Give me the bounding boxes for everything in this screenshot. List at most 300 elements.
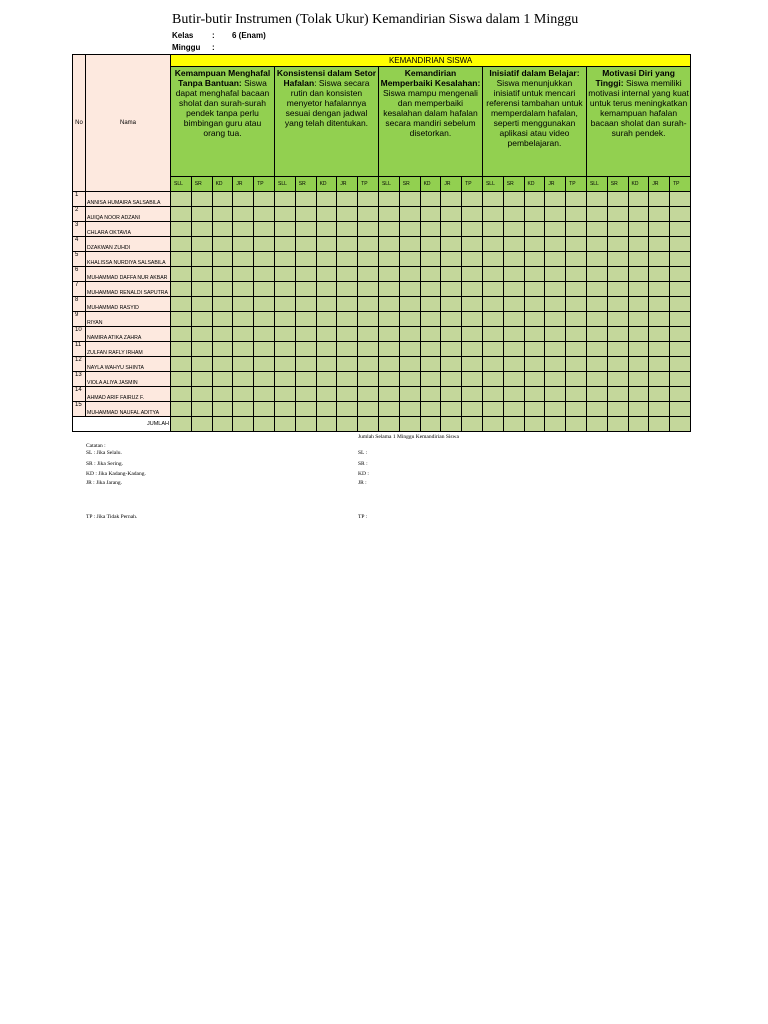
score-cell[interactable] xyxy=(399,312,420,327)
score-cell[interactable] xyxy=(462,222,483,237)
score-cell[interactable] xyxy=(420,297,441,312)
score-cell[interactable] xyxy=(295,192,316,207)
score-cell[interactable] xyxy=(566,357,587,372)
score-cell[interactable] xyxy=(649,312,670,327)
score-cell[interactable] xyxy=(191,222,212,237)
score-cell[interactable] xyxy=(378,207,399,222)
score-cell[interactable] xyxy=(482,207,503,222)
score-cell[interactable] xyxy=(503,222,524,237)
score-cell[interactable] xyxy=(316,192,337,207)
score-cell[interactable] xyxy=(420,357,441,372)
score-cell[interactable] xyxy=(462,372,483,387)
score-cell[interactable] xyxy=(462,252,483,267)
score-cell[interactable] xyxy=(316,327,337,342)
score-cell[interactable] xyxy=(399,342,420,357)
score-cell[interactable] xyxy=(171,327,192,342)
score-cell[interactable] xyxy=(586,312,607,327)
score-cell[interactable] xyxy=(649,192,670,207)
score-cell[interactable] xyxy=(337,312,358,327)
score-cell[interactable] xyxy=(233,387,254,402)
score-cell[interactable] xyxy=(316,222,337,237)
score-cell[interactable] xyxy=(586,267,607,282)
score-cell[interactable] xyxy=(482,267,503,282)
score-cell[interactable] xyxy=(503,387,524,402)
score-cell[interactable] xyxy=(586,402,607,417)
score-cell[interactable] xyxy=(254,387,275,402)
score-cell[interactable] xyxy=(378,312,399,327)
score-cell[interactable] xyxy=(420,192,441,207)
score-cell[interactable] xyxy=(462,207,483,222)
score-cell[interactable] xyxy=(212,282,233,297)
score-cell[interactable] xyxy=(586,192,607,207)
score-cell[interactable] xyxy=(420,387,441,402)
score-cell[interactable] xyxy=(441,387,462,402)
score-cell[interactable] xyxy=(378,297,399,312)
score-cell[interactable] xyxy=(233,207,254,222)
score-cell[interactable] xyxy=(524,282,545,297)
score-cell[interactable] xyxy=(482,327,503,342)
score-cell[interactable] xyxy=(191,237,212,252)
score-cell[interactable] xyxy=(316,342,337,357)
score-cell[interactable] xyxy=(503,192,524,207)
jumlah-cell[interactable] xyxy=(274,417,295,432)
score-cell[interactable] xyxy=(482,357,503,372)
score-cell[interactable] xyxy=(607,312,628,327)
score-cell[interactable] xyxy=(191,372,212,387)
score-cell[interactable] xyxy=(191,252,212,267)
score-cell[interactable] xyxy=(254,207,275,222)
score-cell[interactable] xyxy=(441,402,462,417)
score-cell[interactable] xyxy=(503,252,524,267)
score-cell[interactable] xyxy=(233,372,254,387)
jumlah-cell[interactable] xyxy=(462,417,483,432)
score-cell[interactable] xyxy=(212,222,233,237)
score-cell[interactable] xyxy=(420,267,441,282)
score-cell[interactable] xyxy=(482,237,503,252)
score-cell[interactable] xyxy=(233,267,254,282)
score-cell[interactable] xyxy=(670,372,691,387)
score-cell[interactable] xyxy=(233,312,254,327)
score-cell[interactable] xyxy=(337,207,358,222)
score-cell[interactable] xyxy=(274,312,295,327)
score-cell[interactable] xyxy=(566,387,587,402)
score-cell[interactable] xyxy=(420,372,441,387)
jumlah-cell[interactable] xyxy=(586,417,607,432)
jumlah-cell[interactable] xyxy=(191,417,212,432)
score-cell[interactable] xyxy=(462,357,483,372)
score-cell[interactable] xyxy=(337,267,358,282)
score-cell[interactable] xyxy=(358,192,379,207)
jumlah-cell[interactable] xyxy=(399,417,420,432)
score-cell[interactable] xyxy=(649,222,670,237)
score-cell[interactable] xyxy=(358,297,379,312)
score-cell[interactable] xyxy=(295,327,316,342)
score-cell[interactable] xyxy=(524,342,545,357)
jumlah-cell[interactable] xyxy=(233,417,254,432)
score-cell[interactable] xyxy=(628,402,649,417)
score-cell[interactable] xyxy=(337,372,358,387)
score-cell[interactable] xyxy=(503,402,524,417)
score-cell[interactable] xyxy=(441,267,462,282)
score-cell[interactable] xyxy=(462,267,483,282)
score-cell[interactable] xyxy=(670,222,691,237)
score-cell[interactable] xyxy=(191,312,212,327)
score-cell[interactable] xyxy=(337,237,358,252)
score-cell[interactable] xyxy=(524,267,545,282)
score-cell[interactable] xyxy=(566,297,587,312)
score-cell[interactable] xyxy=(274,372,295,387)
score-cell[interactable] xyxy=(628,372,649,387)
score-cell[interactable] xyxy=(628,297,649,312)
score-cell[interactable] xyxy=(545,402,566,417)
jumlah-cell[interactable] xyxy=(524,417,545,432)
score-cell[interactable] xyxy=(670,402,691,417)
score-cell[interactable] xyxy=(358,357,379,372)
score-cell[interactable] xyxy=(649,297,670,312)
score-cell[interactable] xyxy=(378,357,399,372)
score-cell[interactable] xyxy=(441,372,462,387)
score-cell[interactable] xyxy=(545,297,566,312)
score-cell[interactable] xyxy=(191,192,212,207)
score-cell[interactable] xyxy=(295,252,316,267)
score-cell[interactable] xyxy=(545,342,566,357)
score-cell[interactable] xyxy=(462,282,483,297)
jumlah-cell[interactable] xyxy=(295,417,316,432)
score-cell[interactable] xyxy=(254,372,275,387)
score-cell[interactable] xyxy=(420,402,441,417)
score-cell[interactable] xyxy=(441,297,462,312)
score-cell[interactable] xyxy=(607,222,628,237)
score-cell[interactable] xyxy=(586,282,607,297)
score-cell[interactable] xyxy=(566,402,587,417)
score-cell[interactable] xyxy=(462,297,483,312)
score-cell[interactable] xyxy=(274,252,295,267)
score-cell[interactable] xyxy=(378,327,399,342)
score-cell[interactable] xyxy=(316,372,337,387)
score-cell[interactable] xyxy=(649,282,670,297)
score-cell[interactable] xyxy=(191,267,212,282)
score-cell[interactable] xyxy=(212,297,233,312)
jumlah-cell[interactable] xyxy=(420,417,441,432)
score-cell[interactable] xyxy=(171,237,192,252)
score-cell[interactable] xyxy=(524,192,545,207)
score-cell[interactable] xyxy=(670,282,691,297)
score-cell[interactable] xyxy=(358,372,379,387)
score-cell[interactable] xyxy=(628,207,649,222)
score-cell[interactable] xyxy=(441,342,462,357)
score-cell[interactable] xyxy=(399,237,420,252)
score-cell[interactable] xyxy=(566,252,587,267)
score-cell[interactable] xyxy=(524,207,545,222)
score-cell[interactable] xyxy=(586,237,607,252)
score-cell[interactable] xyxy=(524,312,545,327)
score-cell[interactable] xyxy=(171,282,192,297)
score-cell[interactable] xyxy=(274,297,295,312)
score-cell[interactable] xyxy=(191,282,212,297)
score-cell[interactable] xyxy=(441,222,462,237)
score-cell[interactable] xyxy=(524,402,545,417)
score-cell[interactable] xyxy=(503,312,524,327)
score-cell[interactable] xyxy=(171,252,192,267)
score-cell[interactable] xyxy=(545,222,566,237)
score-cell[interactable] xyxy=(628,387,649,402)
score-cell[interactable] xyxy=(649,237,670,252)
score-cell[interactable] xyxy=(274,342,295,357)
jumlah-cell[interactable] xyxy=(482,417,503,432)
score-cell[interactable] xyxy=(337,357,358,372)
score-cell[interactable] xyxy=(191,207,212,222)
score-cell[interactable] xyxy=(503,297,524,312)
score-cell[interactable] xyxy=(607,267,628,282)
score-cell[interactable] xyxy=(524,387,545,402)
score-cell[interactable] xyxy=(378,387,399,402)
score-cell[interactable] xyxy=(607,357,628,372)
score-cell[interactable] xyxy=(462,387,483,402)
score-cell[interactable] xyxy=(482,342,503,357)
score-cell[interactable] xyxy=(274,357,295,372)
score-cell[interactable] xyxy=(274,207,295,222)
score-cell[interactable] xyxy=(586,297,607,312)
score-cell[interactable] xyxy=(295,282,316,297)
score-cell[interactable] xyxy=(399,207,420,222)
score-cell[interactable] xyxy=(545,372,566,387)
score-cell[interactable] xyxy=(670,267,691,282)
score-cell[interactable] xyxy=(233,237,254,252)
score-cell[interactable] xyxy=(212,267,233,282)
score-cell[interactable] xyxy=(649,357,670,372)
score-cell[interactable] xyxy=(295,267,316,282)
score-cell[interactable] xyxy=(441,327,462,342)
score-cell[interactable] xyxy=(628,327,649,342)
score-cell[interactable] xyxy=(586,252,607,267)
score-cell[interactable] xyxy=(233,252,254,267)
score-cell[interactable] xyxy=(254,312,275,327)
score-cell[interactable] xyxy=(274,237,295,252)
score-cell[interactable] xyxy=(337,192,358,207)
score-cell[interactable] xyxy=(171,297,192,312)
jumlah-cell[interactable] xyxy=(545,417,566,432)
score-cell[interactable] xyxy=(399,402,420,417)
score-cell[interactable] xyxy=(378,222,399,237)
score-cell[interactable] xyxy=(316,207,337,222)
score-cell[interactable] xyxy=(482,387,503,402)
score-cell[interactable] xyxy=(649,207,670,222)
score-cell[interactable] xyxy=(233,222,254,237)
jumlah-cell[interactable] xyxy=(607,417,628,432)
score-cell[interactable] xyxy=(607,327,628,342)
score-cell[interactable] xyxy=(399,222,420,237)
score-cell[interactable] xyxy=(462,237,483,252)
score-cell[interactable] xyxy=(316,297,337,312)
score-cell[interactable] xyxy=(586,342,607,357)
score-cell[interactable] xyxy=(254,342,275,357)
score-cell[interactable] xyxy=(462,342,483,357)
score-cell[interactable] xyxy=(482,282,503,297)
score-cell[interactable] xyxy=(545,252,566,267)
jumlah-cell[interactable] xyxy=(441,417,462,432)
score-cell[interactable] xyxy=(670,327,691,342)
score-cell[interactable] xyxy=(441,192,462,207)
score-cell[interactable] xyxy=(337,252,358,267)
score-cell[interactable] xyxy=(254,192,275,207)
score-cell[interactable] xyxy=(233,327,254,342)
score-cell[interactable] xyxy=(358,237,379,252)
score-cell[interactable] xyxy=(358,267,379,282)
score-cell[interactable] xyxy=(420,222,441,237)
score-cell[interactable] xyxy=(670,192,691,207)
score-cell[interactable] xyxy=(171,192,192,207)
score-cell[interactable] xyxy=(420,282,441,297)
score-cell[interactable] xyxy=(378,267,399,282)
score-cell[interactable] xyxy=(524,372,545,387)
score-cell[interactable] xyxy=(254,222,275,237)
score-cell[interactable] xyxy=(524,357,545,372)
score-cell[interactable] xyxy=(545,312,566,327)
score-cell[interactable] xyxy=(212,372,233,387)
score-cell[interactable] xyxy=(171,222,192,237)
score-cell[interactable] xyxy=(316,387,337,402)
score-cell[interactable] xyxy=(358,282,379,297)
score-cell[interactable] xyxy=(420,327,441,342)
score-cell[interactable] xyxy=(503,237,524,252)
score-cell[interactable] xyxy=(566,342,587,357)
score-cell[interactable] xyxy=(482,192,503,207)
score-cell[interactable] xyxy=(503,342,524,357)
score-cell[interactable] xyxy=(566,192,587,207)
score-cell[interactable] xyxy=(545,207,566,222)
score-cell[interactable] xyxy=(358,312,379,327)
score-cell[interactable] xyxy=(358,327,379,342)
score-cell[interactable] xyxy=(503,282,524,297)
score-cell[interactable] xyxy=(378,192,399,207)
score-cell[interactable] xyxy=(566,327,587,342)
score-cell[interactable] xyxy=(337,222,358,237)
score-cell[interactable] xyxy=(212,192,233,207)
score-cell[interactable] xyxy=(566,282,587,297)
score-cell[interactable] xyxy=(607,297,628,312)
score-cell[interactable] xyxy=(649,342,670,357)
score-cell[interactable] xyxy=(316,357,337,372)
score-cell[interactable] xyxy=(337,387,358,402)
score-cell[interactable] xyxy=(420,207,441,222)
score-cell[interactable] xyxy=(212,357,233,372)
score-cell[interactable] xyxy=(566,222,587,237)
score-cell[interactable] xyxy=(545,192,566,207)
score-cell[interactable] xyxy=(295,207,316,222)
score-cell[interactable] xyxy=(586,207,607,222)
score-cell[interactable] xyxy=(233,357,254,372)
score-cell[interactable] xyxy=(545,387,566,402)
score-cell[interactable] xyxy=(503,207,524,222)
score-cell[interactable] xyxy=(524,237,545,252)
score-cell[interactable] xyxy=(482,402,503,417)
score-cell[interactable] xyxy=(524,252,545,267)
score-cell[interactable] xyxy=(649,402,670,417)
score-cell[interactable] xyxy=(524,327,545,342)
score-cell[interactable] xyxy=(295,387,316,402)
score-cell[interactable] xyxy=(566,267,587,282)
score-cell[interactable] xyxy=(316,282,337,297)
score-cell[interactable] xyxy=(545,357,566,372)
score-cell[interactable] xyxy=(254,327,275,342)
jumlah-cell[interactable] xyxy=(566,417,587,432)
score-cell[interactable] xyxy=(399,252,420,267)
score-cell[interactable] xyxy=(212,327,233,342)
jumlah-cell[interactable] xyxy=(171,417,192,432)
score-cell[interactable] xyxy=(670,252,691,267)
score-cell[interactable] xyxy=(212,342,233,357)
score-cell[interactable] xyxy=(462,312,483,327)
score-cell[interactable] xyxy=(358,342,379,357)
score-cell[interactable] xyxy=(649,327,670,342)
score-cell[interactable] xyxy=(274,222,295,237)
score-cell[interactable] xyxy=(607,282,628,297)
score-cell[interactable] xyxy=(274,327,295,342)
score-cell[interactable] xyxy=(670,297,691,312)
score-cell[interactable] xyxy=(378,237,399,252)
score-cell[interactable] xyxy=(482,252,503,267)
score-cell[interactable] xyxy=(337,342,358,357)
score-cell[interactable] xyxy=(274,267,295,282)
score-cell[interactable] xyxy=(295,372,316,387)
score-cell[interactable] xyxy=(337,402,358,417)
score-cell[interactable] xyxy=(399,297,420,312)
score-cell[interactable] xyxy=(649,387,670,402)
score-cell[interactable] xyxy=(607,207,628,222)
score-cell[interactable] xyxy=(545,267,566,282)
score-cell[interactable] xyxy=(378,252,399,267)
score-cell[interactable] xyxy=(171,357,192,372)
score-cell[interactable] xyxy=(337,327,358,342)
score-cell[interactable] xyxy=(441,237,462,252)
score-cell[interactable] xyxy=(420,237,441,252)
score-cell[interactable] xyxy=(524,297,545,312)
score-cell[interactable] xyxy=(254,357,275,372)
score-cell[interactable] xyxy=(358,387,379,402)
jumlah-cell[interactable] xyxy=(670,417,691,432)
score-cell[interactable] xyxy=(482,372,503,387)
score-cell[interactable] xyxy=(566,207,587,222)
score-cell[interactable] xyxy=(295,222,316,237)
score-cell[interactable] xyxy=(607,402,628,417)
score-cell[interactable] xyxy=(295,237,316,252)
score-cell[interactable] xyxy=(566,312,587,327)
score-cell[interactable] xyxy=(337,282,358,297)
score-cell[interactable] xyxy=(399,327,420,342)
score-cell[interactable] xyxy=(399,357,420,372)
score-cell[interactable] xyxy=(586,222,607,237)
score-cell[interactable] xyxy=(295,402,316,417)
score-cell[interactable] xyxy=(337,297,358,312)
score-cell[interactable] xyxy=(316,267,337,282)
score-cell[interactable] xyxy=(545,327,566,342)
score-cell[interactable] xyxy=(670,342,691,357)
score-cell[interactable] xyxy=(420,252,441,267)
score-cell[interactable] xyxy=(545,282,566,297)
score-cell[interactable] xyxy=(254,402,275,417)
score-cell[interactable] xyxy=(274,192,295,207)
score-cell[interactable] xyxy=(316,402,337,417)
score-cell[interactable] xyxy=(628,357,649,372)
score-cell[interactable] xyxy=(254,237,275,252)
score-cell[interactable] xyxy=(212,252,233,267)
score-cell[interactable] xyxy=(316,252,337,267)
score-cell[interactable] xyxy=(233,342,254,357)
score-cell[interactable] xyxy=(399,192,420,207)
score-cell[interactable] xyxy=(462,402,483,417)
score-cell[interactable] xyxy=(482,297,503,312)
score-cell[interactable] xyxy=(628,312,649,327)
